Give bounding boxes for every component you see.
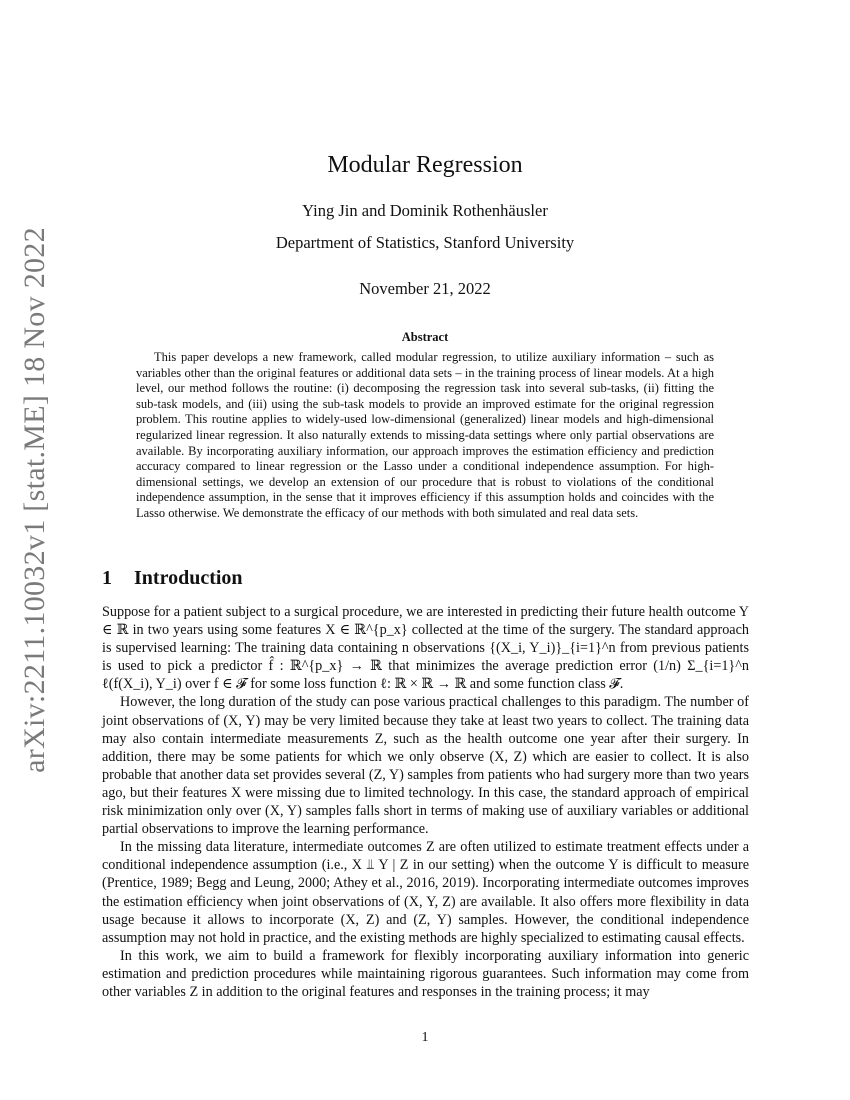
paper-authors: Ying Jin and Dominik Rothenhäusler	[302, 201, 548, 220]
paper-title: Modular Regression	[327, 152, 523, 178]
abstract-text: This paper develops a new framework, called modular regression, to utilize auxiliary information – such as variables other than the original features or additional data sets – in the training process of linear models. At a high level, our method follows the routine: (i) decomposing the regression task into several sub-tasks, (ii) fitting the sub-task models, and (iii) using the sub-task models to provide an improved estimate for the original regression problem. This routine applies to widely-used low-dimensional (generalized) linear models and high-dimensional regularized linear regression. It also naturally extends to missing-data settings where only partial observations are available. By incorporating auxiliary information, our approach improves the estimation efficiency and prediction accuracy compared to linear regression or the Lasso under a conditional independence assumption. For high-dimensional settings, we develop an extension of our procedure that is robust to violations of the conditional independence assumption, in the sense that it improves efficiency if this assumption holds and coincides with the Lasso otherwise. We demonstrate the efficacy of our methods with both simulated and real data sets.	[136, 350, 714, 520]
abstract-heading: Abstract	[401, 330, 449, 344]
paper-date: November 21, 2022	[359, 279, 491, 298]
body-paragraph: Suppose for a patient subject to a surgical procedure, we are interested in predicting their future health outcome Y ∈ ℝ in two years using some features X ∈ ℝ^{p_x} collected at the time of the surgery. The standard approach is supervised learning: The training data containing n observations {(X_i, Y_i)}_{i=1}^n from previous patients is used to pick a predictor f̂ : ℝ^{p_x} → ℝ that minimizes the average prediction error (1/n) Σ_{i=1}^n ℓ(f(X_i), Y_i) over f ∈ 𝓕 for some loss function ℓ: ℝ × ℝ → ℝ and some function class 𝓕.	[102, 604, 749, 693]
body-paragraph: However, the long duration of the study can pose various practical challenges to this paradigm. The number of joint observations of (X, Y) may be very limited because they take at least two years to collect. The training data may also contain intermediate measurements Z, such as the health outcome one year after their surgery. In addition, there may be some patients for which we only observe (X, Z) which are easier to collect. It is also probable that another data set provides several (Z, Y) samples from patients who had surgery more than two years ago, but their features X were missing due to limited technology. In this case, the standard approach of empirical risk minimization only over (X, Y) samples falls short in terms of making use of auxiliary variables or additional partial observations to improve the learning performance.	[102, 694, 749, 838]
arxiv-id-label: arXiv:2211.10032v1 [stat.ME] 18 Nov 2022	[18, 227, 51, 773]
section-heading	[102, 567, 243, 590]
section-title: Introduction	[134, 567, 243, 589]
page-number: 1	[421, 1030, 429, 1045]
body-paragraph: In the missing data literature, intermediate outcomes Z are often utilized to estimate treatment effects under a conditional independence assumption (i.e., X ⫫ Y | Z in our setting) when the outcome Y is difficult to measure (Prentice, 1989; Begg and Leung, 2000; Athey et al., 2016, 2019). Incorporating intermediate outcomes improves the estimation efficiency when joint observations of (X, Y, Z) are available. It also offers more flexibility in data usage because it allows to incorporate (X, Z) and (Z, Y) samples. However, the conditional independence assumption may not hold in practice, and the existing methods are highly specialized to estimating causal effects.	[102, 839, 749, 946]
paper-affiliation: Department of Statistics, Stanford University	[275, 233, 575, 252]
body-paragraph: In this work, we aim to build a framework for flexibly incorporating auxiliary information into generic estimation and prediction procedures while maintaining rigorous guarantees. Such information may come from other variables Z in addition to the original features and responses in the training process; it may	[102, 947, 749, 1000]
section-number: 1	[102, 567, 112, 589]
section-body	[102, 603, 749, 1001]
